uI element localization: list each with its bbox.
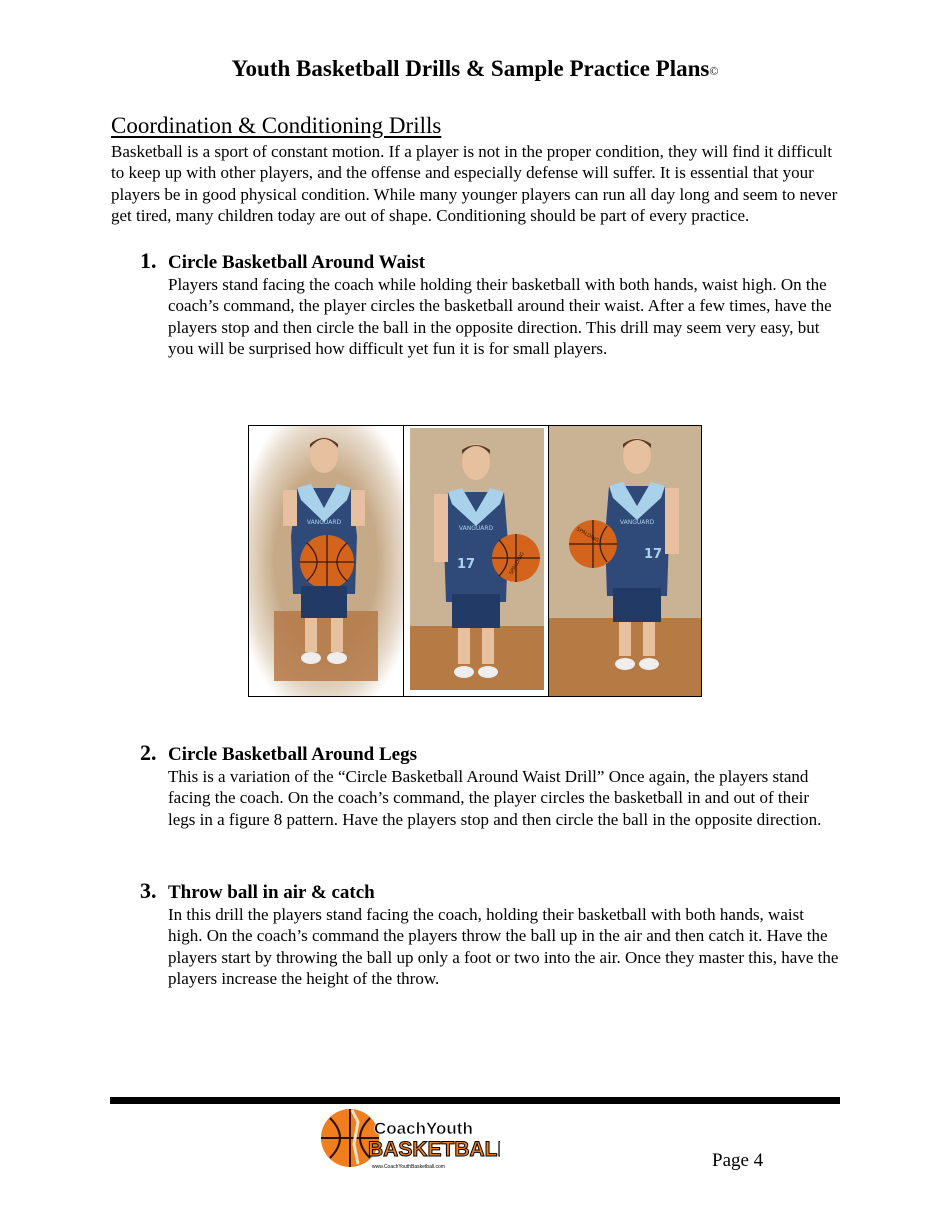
- drill-3-title: Throw ball in air & catch: [168, 882, 375, 903]
- drill-1: [140, 248, 840, 360]
- page-number: Page 4: [712, 1150, 764, 1171]
- drill-3-body: In this drill the players stand facing the coach, holding their basketball with both hands, waist high. On the coach’s command the players throw the ball up in the air and then catch it. Have the players start by throwing the ball up only a foot or two into the air. Once they master this, have the players increase the height of the throw.: [168, 905, 839, 989]
- drill-2-body: This is a variation of the “Circle Basketball Around Waist Drill” Once again, the players stand facing the coach. On the coach’s command, the player circles the basketball in and out of their legs in a figure 8 pattern. Have the players stop and then circle the ball in the opposite direction.: [168, 767, 822, 829]
- jersey-number-3: 17: [644, 547, 663, 562]
- drill-photo-strip: [248, 425, 702, 697]
- photo-ball-left: [404, 426, 550, 696]
- jersey-text-3: VANGUARD: [620, 519, 655, 526]
- title-text: Youth Basketball Drills & Sample Practice Plans: [231, 56, 710, 81]
- jersey-text-1: VANGUARD: [306, 519, 342, 526]
- logo-line1: CoachYouth: [374, 1119, 473, 1138]
- jersey-text-2: VANGUARD: [458, 525, 493, 532]
- logo-line2: BASKETBALL: [368, 1138, 500, 1161]
- drill-2: [140, 740, 840, 830]
- logo-url: www.CoachYouthBasketball.com: [372, 1164, 445, 1170]
- photo-ball-front: [249, 426, 404, 696]
- drill-2-title: Circle Basketball Around Legs: [168, 744, 417, 765]
- drill-2-number: 2.: [140, 740, 157, 765]
- copyright-mark: ©: [709, 64, 719, 78]
- section-intro: Basketball is a sport of constant motion. If a player is not in the proper condition, they will find it difficult to keep up with other players, and the offense and especially defense will suffer. It is essential that your players be in good physical condition. While many younger players can run all day long and seem to never get tired, many children today are out of shape. Conditioning should be part of every practice.: [111, 142, 838, 226]
- drill-1-number: 1.: [140, 248, 157, 273]
- ball-text-3: SPALDING: [575, 526, 601, 544]
- drill-1-title: Circle Basketball Around Waist: [168, 252, 426, 273]
- jersey-number-2: 17: [456, 557, 475, 572]
- ball-text-2: SPALDING: [507, 551, 526, 576]
- footer-rule: [110, 1097, 840, 1104]
- drill-1-body: Players stand facing the coach while holding their basketball with both hands, waist high. On the coach’s command, the player circles the basketball around their waist. After a few times, have the players stop and then circle the ball in the opposite direction. This drill may seem very easy, but you will be surprised how difficult yet fun it is for small players.: [168, 275, 832, 359]
- photo-ball-right: [549, 426, 701, 696]
- section-heading: Coordination & Conditioning Drills: [111, 113, 442, 138]
- drill-3: [140, 878, 840, 990]
- coach-youth-basketball-logo: [318, 1104, 500, 1172]
- drill-3-number: 3.: [140, 878, 157, 903]
- document-title: [0, 56, 950, 82]
